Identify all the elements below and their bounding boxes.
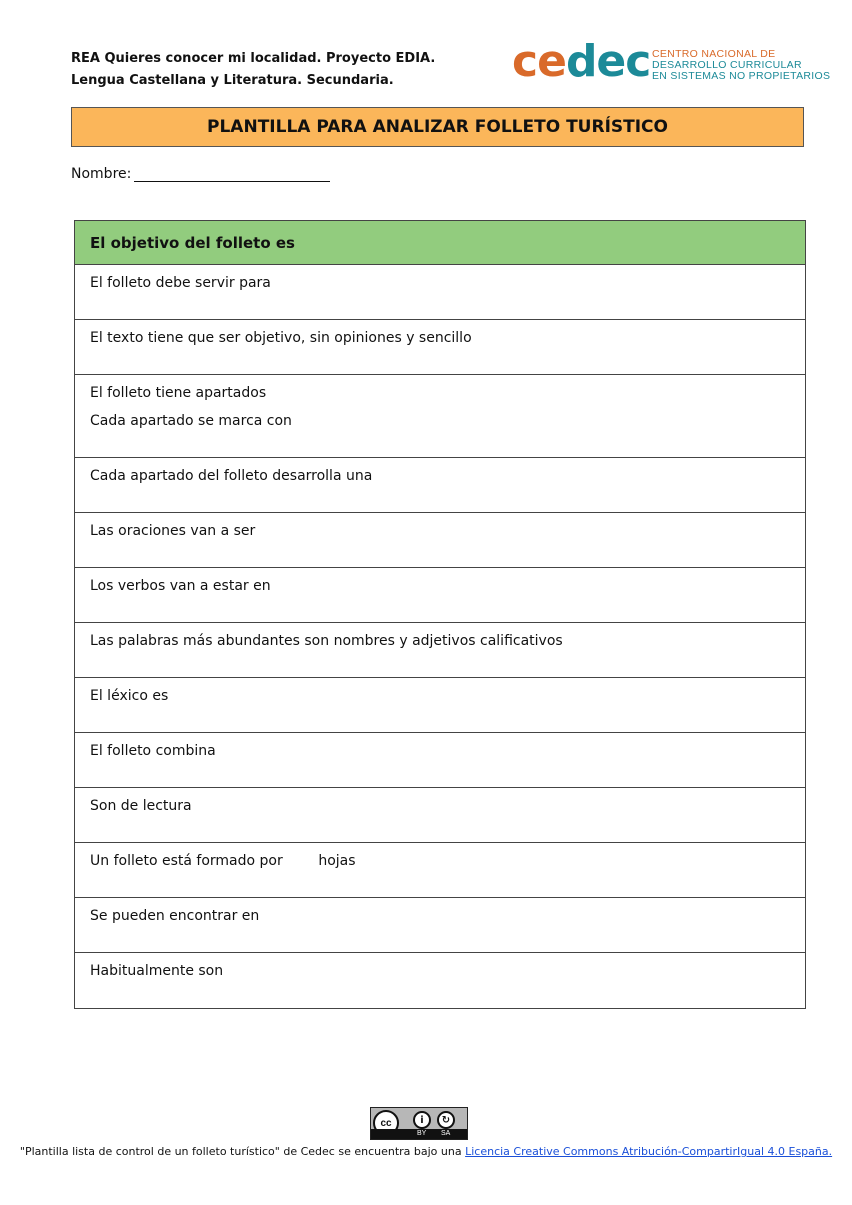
- header-line-1: REA Quieres conocer mi localidad. Proyecto EDIA.: [71, 51, 436, 66]
- cc-by-sa-badge[interactable]: [370, 1107, 468, 1140]
- name-field: [71, 166, 330, 182]
- row-prompt-text: Un folleto está formado por hojas: [90, 853, 356, 869]
- row-prompt-text: El folleto debe servir para: [90, 275, 271, 291]
- page-title: PLANTILLA PARA ANALIZAR FOLLETO TURÍSTICO: [71, 107, 804, 147]
- badge-sa-label: SA: [441, 1130, 451, 1137]
- table-body: [75, 265, 805, 1008]
- cc-icon: cc: [373, 1110, 399, 1136]
- row-prompt-text: Los verbos van a estar en: [90, 578, 271, 594]
- row-prompt-text: Se pueden encontrar en: [90, 908, 260, 924]
- analysis-table: [74, 220, 806, 1009]
- row-prompt-text: Son de lectura: [90, 798, 192, 814]
- cedec-logo: [512, 36, 831, 88]
- row-prompt-text: Las oraciones van a ser: [90, 523, 256, 539]
- table-row[interactable]: [75, 678, 805, 733]
- logo-sub-line-2: DESARROLLO CURRICULAR: [652, 59, 802, 71]
- table-row[interactable]: [75, 568, 805, 623]
- table-row[interactable]: [75, 623, 805, 678]
- table-row[interactable]: [75, 843, 805, 898]
- header-line-2: Lengua Castellana y Literatura. Secundaria.: [71, 73, 394, 88]
- table-row[interactable]: [75, 788, 805, 843]
- sa-share-icon: ↻: [437, 1111, 455, 1129]
- license-text: [0, 1145, 852, 1158]
- row-prompt-text: Cada apartado del folleto desarrolla una: [90, 468, 373, 484]
- row-prompt-text: Habitualmente son: [90, 963, 224, 979]
- row-prompt-text: El folleto tiene apartados: [90, 385, 267, 401]
- table-row[interactable]: [75, 513, 805, 568]
- by-person-icon: i: [413, 1111, 431, 1129]
- table-row[interactable]: [75, 265, 805, 320]
- logo-wordmark: cedec: [512, 36, 651, 87]
- table-row[interactable]: [75, 733, 805, 788]
- name-blank-line[interactable]: [134, 166, 330, 182]
- logo-subtitle: [652, 49, 830, 82]
- table-row[interactable]: [75, 458, 805, 513]
- row-prompt-text: El texto tiene que ser objetivo, sin opiniones y sencillo: [90, 330, 472, 346]
- badge-by-label: BY: [417, 1130, 427, 1137]
- row-prompt-text: El folleto combina: [90, 743, 216, 759]
- logo-sub-line-1: CENTRO NACIONAL DE: [652, 48, 776, 60]
- license-link[interactable]: Licencia Creative Commons Atribución-CompartirIgual 4.0 España.: [465, 1145, 833, 1158]
- table-row[interactable]: [75, 953, 805, 1008]
- row-prompt-text: El léxico es: [90, 688, 169, 704]
- header-text: [71, 48, 435, 92]
- table-header: El objetivo del folleto es: [75, 221, 805, 265]
- row-prompt-text: Las palabras más abundantes son nombres y adjetivos calificativos: [90, 633, 563, 649]
- table-row[interactable]: [75, 898, 805, 953]
- table-row[interactable]: [75, 375, 805, 458]
- name-label: Nombre:: [71, 166, 132, 182]
- logo-sub-line-3: EN SISTEMAS NO PROPIETARIOS: [652, 70, 831, 82]
- table-row[interactable]: [75, 320, 805, 375]
- license-prefix: "Plantilla lista de control de un folleto turístico" de Cedec se encuentra bajo una: [19, 1145, 466, 1158]
- row-prompt-text: Cada apartado se marca con: [90, 413, 292, 429]
